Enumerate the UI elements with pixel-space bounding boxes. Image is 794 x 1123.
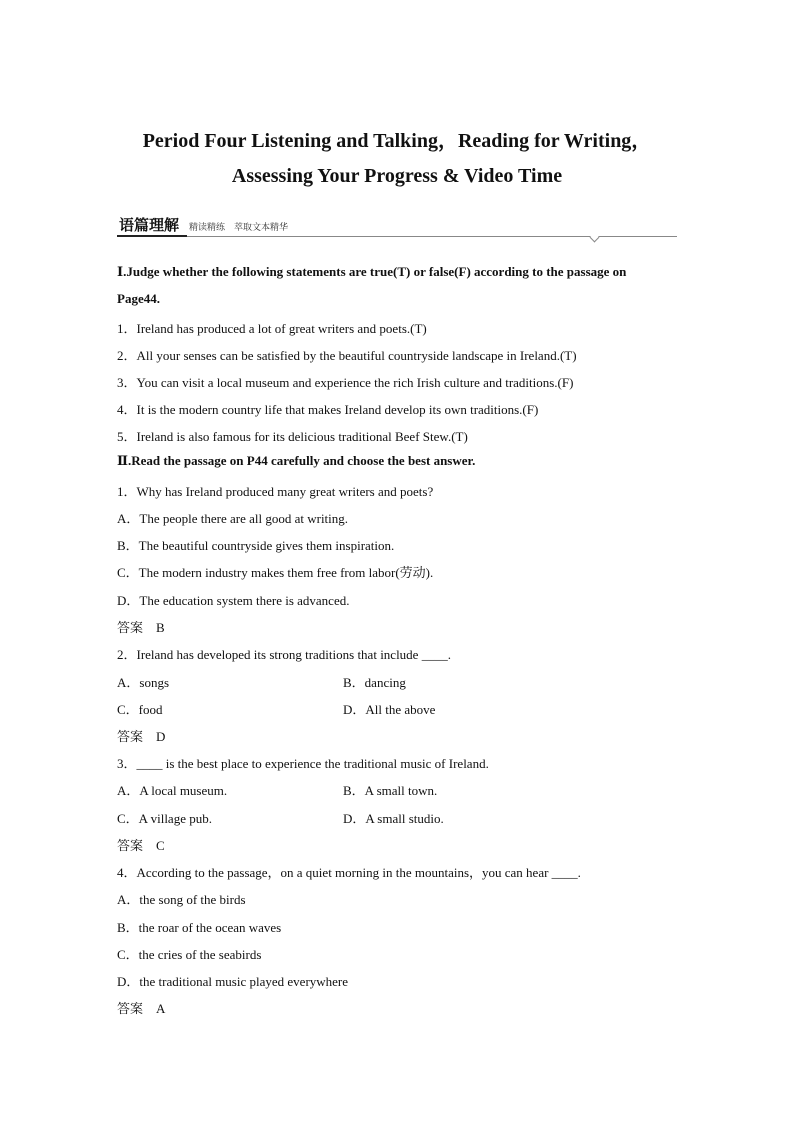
q4-answer: 答案 A: [117, 1001, 166, 1016]
divider-notch-icon: [590, 233, 600, 243]
part1-instruction-cont: Page44.: [117, 291, 160, 306]
q3-option-c: C．A village pub.: [117, 811, 212, 826]
q1-option-b: B．The beautiful countryside gives them inspiration.: [117, 538, 395, 553]
q4-option-b: B．the roar of the ocean waves: [117, 920, 282, 935]
q1-option-d: D．The education system there is advanced.: [117, 593, 350, 608]
q1-answer: 答案 B: [117, 620, 165, 635]
section-header: [117, 214, 677, 238]
q1-option-a: A．The people there are all good at writing.: [117, 511, 349, 526]
q2-option-c: C．food: [117, 702, 163, 717]
q2-option-d: D．All the above: [343, 702, 436, 717]
page-title-line1: Period Four Listening and Talking，Reading for Writing，: [142, 130, 652, 152]
part1-instruction: Ⅰ.Judge whether the following statements are true(T) or false(F) according to the passage on: [117, 264, 627, 279]
q3-answer: 答案 C: [117, 838, 165, 853]
page-title-line2: Assessing Your Progress & Video Time: [231, 165, 563, 187]
statement-item: 1．Ireland has produced a lot of great writers and poets.(T): [117, 321, 427, 336]
q2-option-b: B．dancing: [343, 675, 406, 690]
statement-item: 3．You can visit a local museum and experience the rich Irish culture and traditions.(F): [117, 375, 574, 390]
q4-option-c: C．the cries of the seabirds: [117, 947, 262, 962]
part2-instruction: Ⅱ.Read the passage on P44 carefully and choose the best answer.: [117, 453, 476, 468]
question-3: 3．____ is the best place to experience the traditional music of Ireland.: [117, 756, 489, 771]
q3-option-a: A．A local museum.: [117, 783, 228, 798]
statement-item: 4．It is the modern country life that makes Ireland develop its own traditions.(F): [117, 402, 539, 417]
question-4: 4．According to the passage，on a quiet morning in the mountains，you can hear ____.: [117, 865, 581, 880]
section-heading: 语篇理解: [119, 216, 180, 234]
statement-item: 2．All your senses can be satisfied by the beautiful countryside landscape in Ireland.(T): [117, 348, 577, 363]
q1-option-c: C．The modern industry makes them free from labor(劳动).: [117, 565, 434, 580]
statement-item: 5．Ireland is also famous for its delicious traditional Beef Stew.(T): [117, 429, 468, 444]
question-2: 2．Ireland has developed its strong traditions that include ____.: [117, 647, 451, 662]
question-1: 1．Why has Ireland produced many great writers and poets?: [117, 484, 434, 499]
section-divider-accent: [117, 235, 187, 237]
q2-option-a: A．songs: [117, 675, 170, 690]
q3-option-d: D．A small studio.: [343, 811, 444, 826]
section-subheading: 精读精练 萃取文本精华: [189, 223, 289, 233]
q3-option-b: B．A small town.: [343, 783, 438, 798]
q2-answer: 答案 D: [117, 729, 166, 744]
q4-option-a: A．the song of the birds: [117, 892, 246, 907]
q4-option-d: D．the traditional music played everywhere: [117, 974, 349, 989]
